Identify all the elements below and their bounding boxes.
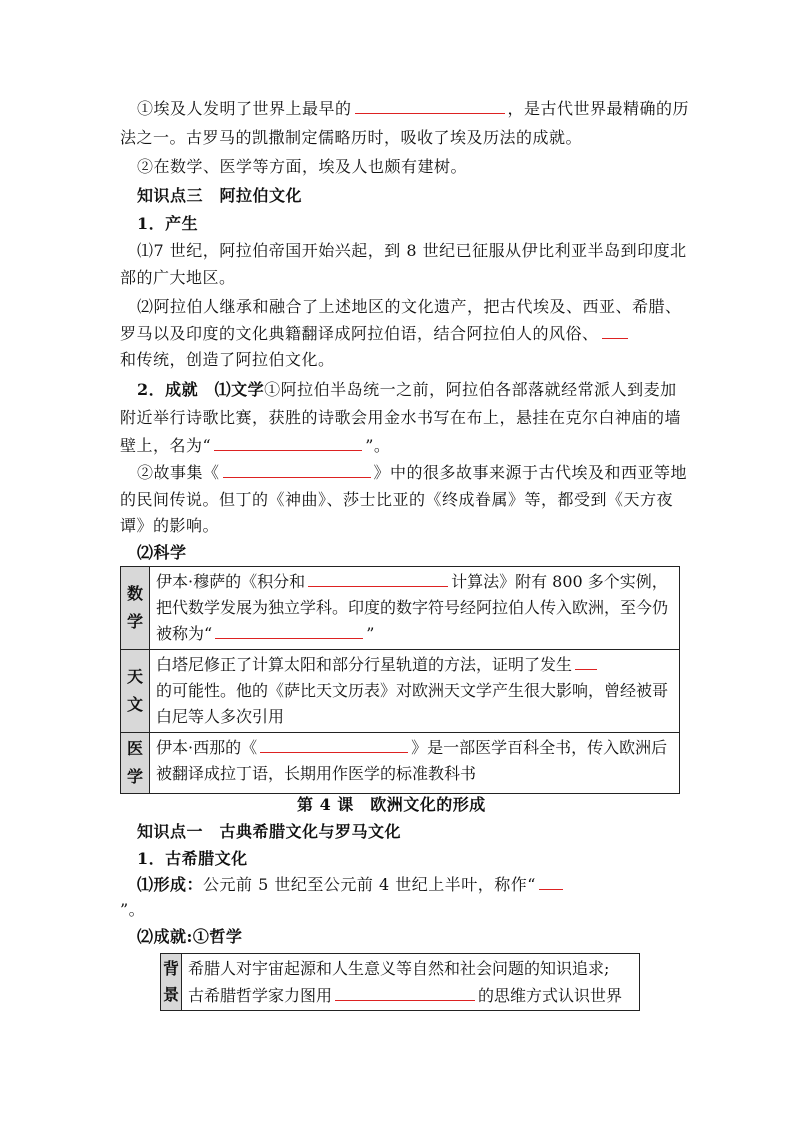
fill-blank[interactable] bbox=[214, 434, 362, 451]
paragraph-origin-2-cont: 罗马以及印度的文化典籍翻译成阿拉伯语，结合阿拉伯人的风俗、 bbox=[120, 322, 631, 346]
fill-blank[interactable] bbox=[308, 570, 448, 587]
paragraph-origin-2-end: 和传统，创造了阿拉伯文化。 bbox=[120, 350, 335, 369]
row-content-background: 希腊人对宇宙起源和人生意义等自然和社会问题的知识追求; 古希腊哲学家力图用 的思维方式认识世界 bbox=[182, 954, 640, 1011]
paragraph-calendar: ①埃及人发明了世界上最早的 ，是古代世界最精确的历 bbox=[137, 99, 690, 118]
heading-origin: 1．产生 bbox=[137, 214, 199, 233]
paragraph-stories-cont: 的民间传说。但丁的《神曲》、莎士比亚的《终成眷属》等，都受到《天方夜 bbox=[120, 490, 674, 509]
row-content-medicine: 伊本·西那的《 》是一部医学百科全书，传入欧洲后 被翻译成拉丁语，长期用作医学的标准教科书 bbox=[150, 733, 680, 794]
row-header-math: 数 学 bbox=[121, 567, 150, 650]
fill-blank[interactable] bbox=[602, 322, 628, 339]
science-table bbox=[120, 566, 680, 794]
fill-blank[interactable] bbox=[260, 736, 408, 753]
paragraph-literature-cont: 附近举行诗歌比赛，获胜的诗歌会用金水书写在布上，悬挂在克尔白神庙的墙 bbox=[120, 408, 682, 427]
paragraph-origin-1: ⑴7 世纪，阿拉伯帝国开始兴起，到 8 世纪已征服从伊比利亚半岛到印度北 bbox=[137, 241, 687, 260]
paragraph-origin-2: ⑵阿拉伯人继承和融合了上述地区的文化遗产，把古代埃及、西亚、希腊、 bbox=[137, 297, 682, 316]
row-content-astronomy: 白塔尼修正了计算太阳和部分行星轨道的方法，证明了发生 的可能性。他的《萨比天文历表》对欧洲天文学产生很大影响，曾经被哥 白尼等人多次引用 bbox=[150, 650, 680, 733]
fill-blank[interactable] bbox=[355, 97, 505, 114]
fill-blank[interactable] bbox=[539, 873, 563, 890]
heading-achievement-philosophy: ⑵成就:①哲学 bbox=[137, 927, 243, 946]
row-header-background: 背 景 bbox=[161, 954, 182, 1011]
table-row bbox=[121, 650, 680, 733]
heading-knowledge-point-1: 知识点一 古典希腊文化与罗马文化 bbox=[137, 822, 402, 841]
row-header-medicine: 医 学 bbox=[121, 733, 150, 794]
fill-blank[interactable] bbox=[335, 984, 475, 1001]
fill-blank[interactable] bbox=[223, 461, 371, 478]
row-header-astronomy: 天 文 bbox=[121, 650, 150, 733]
table-row bbox=[121, 567, 680, 650]
fill-blank[interactable] bbox=[215, 622, 363, 639]
heading-science: ⑵科学 bbox=[137, 543, 187, 562]
paragraph-origin-1-cont: 部的广大地区。 bbox=[120, 268, 236, 287]
paragraph-literature-name: 壁上，名为“ ”。 bbox=[120, 436, 391, 455]
paragraph-literature: 2．成就 ⑴文学①阿拉伯半岛统一之前，阿拉伯各部落就经常派人到麦加 bbox=[137, 380, 677, 399]
background-table bbox=[160, 953, 640, 1011]
paragraph-stories: ②故事集《 》中的很多故事来源于古代埃及和西亚等地 bbox=[137, 463, 688, 482]
paragraph-formation-end: ”。 bbox=[120, 900, 146, 919]
heading-knowledge-point-3: 知识点三 阿拉伯文化 bbox=[137, 186, 303, 205]
paragraph-formation: ⑴形成：公元前 5 世纪至公元前 4 世纪上半叶，称作“ bbox=[137, 873, 566, 897]
lesson-title: 第 4 课 欧洲文化的形成 bbox=[297, 795, 486, 814]
table-row bbox=[121, 733, 680, 794]
paragraph-stories-end: 谭》的影响。 bbox=[120, 516, 220, 535]
row-content-math: 伊本·穆萨的《积分和 计算法》附有 800 多个实例， 把代数学发展为独立学科。印度的数字符号经阿拉伯人传入欧洲，至今仍 被称为“ ” bbox=[150, 567, 680, 650]
table-row bbox=[161, 954, 640, 1011]
heading-ancient-greece: 1．古希腊文化 bbox=[137, 849, 248, 868]
paragraph-calendar-cont: 法之一。古罗马的凯撒制定儒略历时，吸收了埃及历法的成就。 bbox=[120, 128, 583, 147]
fill-blank[interactable] bbox=[575, 653, 597, 670]
paragraph-math-medicine: ②在数学、医学等方面，埃及人也颇有建树。 bbox=[137, 157, 468, 176]
